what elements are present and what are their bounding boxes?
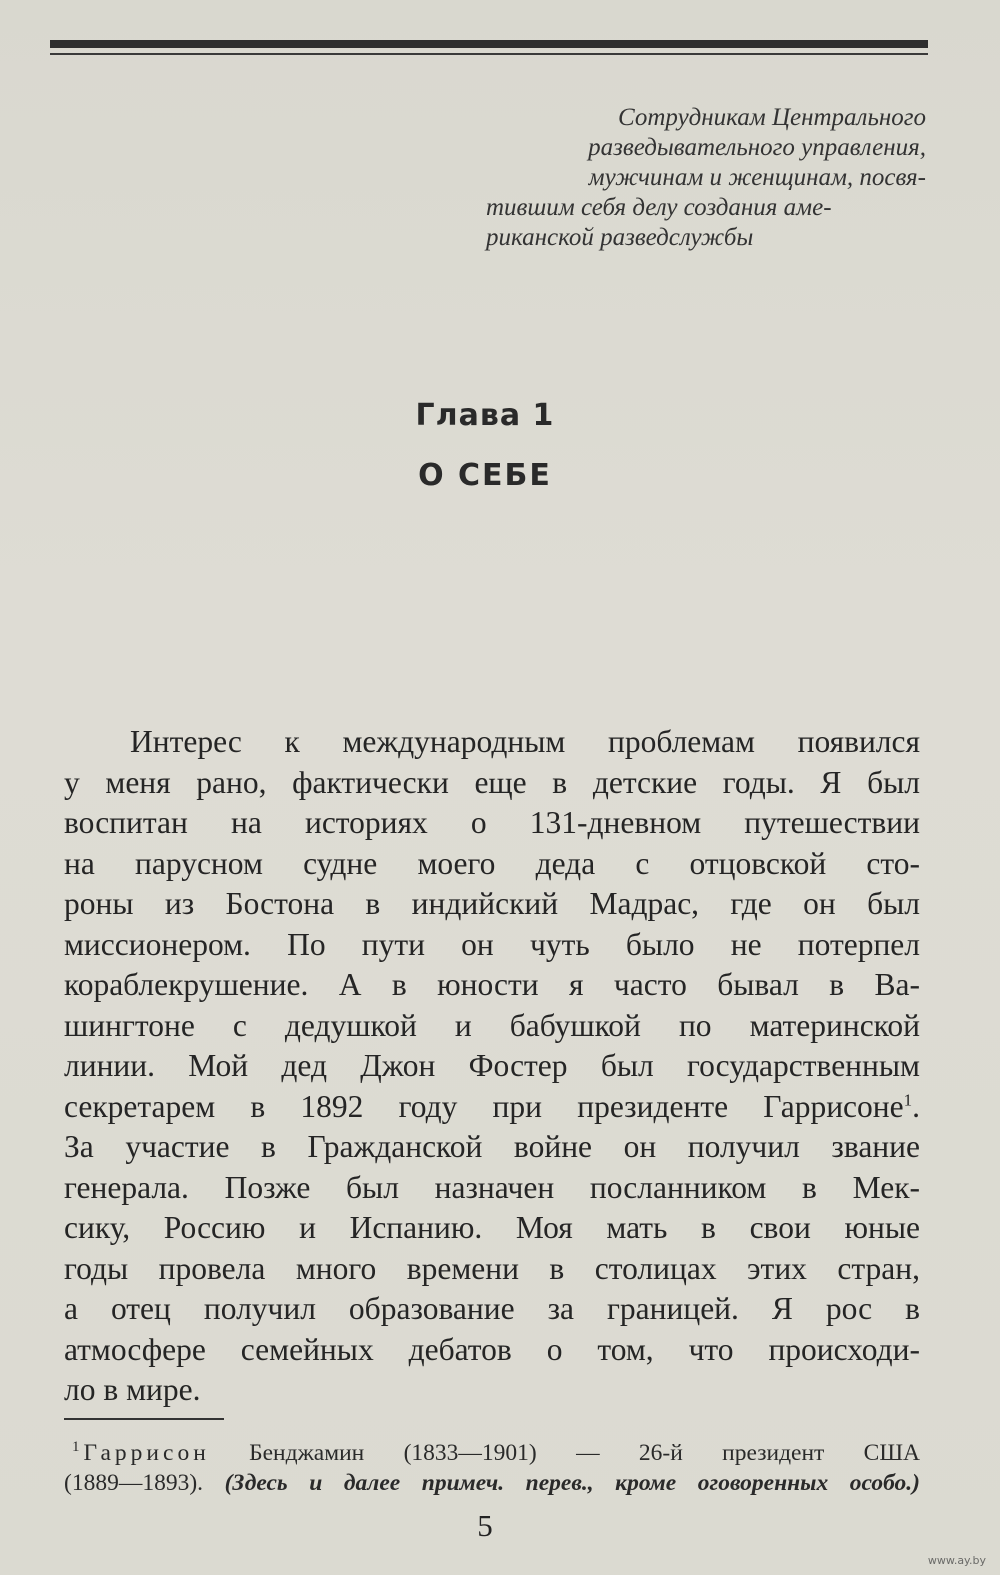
body-line: генерала. Позже был назначен посланником в Мек-: [64, 1169, 920, 1205]
body-line: годы провела много времени в столицах этих стран,: [64, 1250, 920, 1286]
footnote-years: (1889—1893).: [64, 1470, 204, 1496]
dedication-line: тившим себя делу создания аме-: [486, 194, 832, 221]
body-line: кораблекрушение. А в юности я часто бывал в Ва-: [64, 967, 920, 1002]
footnote: [64, 1438, 920, 1498]
body-line: ло в мире.: [64, 1372, 201, 1407]
body-line: а отец получил образование за границей. Я рос в: [64, 1291, 920, 1326]
chapter-title: О СЕБЕ: [418, 458, 552, 493]
footnote-reference[interactable]: 1: [903, 1090, 913, 1109]
body-line: шингтоне с дедушкой и бабушкой по материнской: [64, 1007, 920, 1043]
watermark: www.ay.by: [927, 1554, 986, 1567]
dedication-line: риканской разведслужбы: [486, 224, 754, 251]
body-line: роны из Бостона в индийский Мадрас, где он был: [64, 886, 920, 921]
body-line: Интерес к международным проблемам появился: [130, 724, 920, 759]
chapter-label: Глава 1: [415, 398, 555, 433]
body-line: За участие в Гражданской войне он получил звание: [64, 1129, 920, 1164]
body-paragraph: [64, 722, 920, 1411]
footnote-name: Гаррисон: [83, 1440, 210, 1466]
header-rule-thick: [50, 40, 928, 48]
footnote-mark: 1: [72, 1439, 80, 1456]
header-rule-thin: [50, 53, 928, 55]
body-line-text: секретарем в 1892 году при президенте Гаррисоне: [64, 1088, 904, 1124]
body-line: атмосфере семейных дебатов о том, что происходи-: [64, 1331, 920, 1367]
body-line: сику, Россию и Испанию. Моя мать в свои юные: [64, 1210, 920, 1245]
body-line: на парусном судне моего деда с отцовской сто-: [64, 845, 920, 881]
footnote-divider: [64, 1418, 224, 1420]
footnote-reference-period: .: [912, 1088, 920, 1124]
body-line: миссионером. По пути он чуть было не потерпел: [64, 926, 920, 962]
dedication-line: Сотрудникам Центрального: [618, 104, 926, 131]
body-line-with-footnote: [64, 1087, 920, 1128]
body-line: воспитан на историях о 131-дневном путешествии: [64, 805, 920, 840]
body-line: линии. Мой дед Джон Фостер был государственным: [64, 1048, 920, 1083]
dedication-line: разведывательного управления,: [588, 134, 926, 161]
page-number: 5: [477, 1508, 493, 1543]
dedication: [470, 103, 926, 253]
footnote-text: Бенджамин (1833—1901) — 26-й президент США: [249, 1440, 920, 1466]
footnote-translator-note: (Здесь и далее примеч. перев., кроме оговоренных особо.): [224, 1470, 921, 1496]
body-line: у меня рано, фактически еще в детские годы. Я был: [64, 764, 920, 800]
footnote-line: [64, 1438, 920, 1468]
dedication-line: мужчинам и женщинам, посвя-: [588, 164, 926, 191]
footnote-line: [64, 1468, 920, 1498]
